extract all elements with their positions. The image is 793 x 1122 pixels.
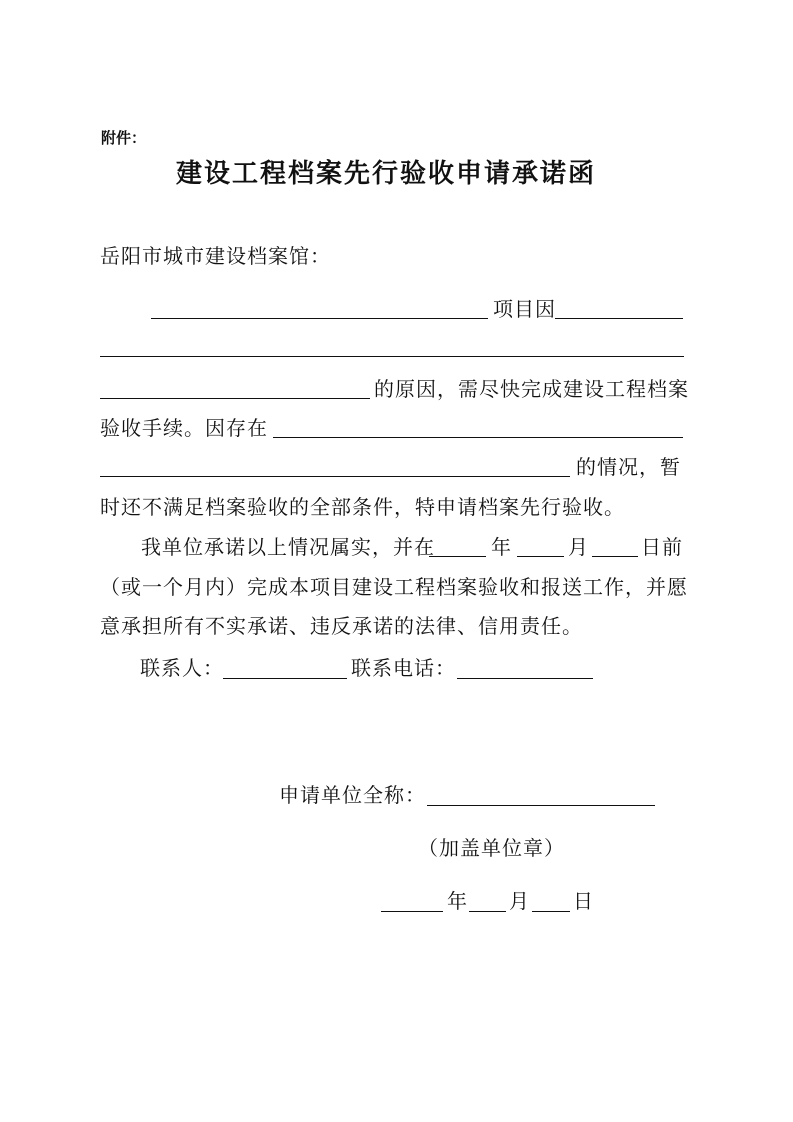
contact-person-label: 联系人： bbox=[140, 656, 224, 680]
seal-note: （加盖单位章） bbox=[418, 836, 565, 860]
not-meet-text: 时还不满足档案验收的全部条件，特申请档案先行验收。 bbox=[100, 495, 625, 519]
within-month-text: （或一个月内）完成本项目建设工程档案验收和报送工作，并愿 bbox=[100, 575, 688, 599]
contact-phone-label: 联系电话： bbox=[351, 656, 456, 680]
blank-deadline-month[interactable] bbox=[517, 556, 564, 557]
addressee: 岳阳市城市建设档案馆： bbox=[100, 244, 331, 268]
blank-sign-day[interactable] bbox=[532, 911, 570, 912]
acceptance-start-text: 验收手续。因存在 bbox=[100, 416, 268, 440]
deadline-month-label: 月 bbox=[568, 535, 589, 559]
sign-year-label: 年 bbox=[447, 889, 468, 913]
blank-reason-2[interactable] bbox=[100, 356, 684, 357]
blank-unit-name[interactable] bbox=[427, 805, 655, 806]
promise-start-text: 我单位承诺以上情况属实，并在 bbox=[141, 535, 435, 559]
deadline-year-label: 年 bbox=[491, 535, 512, 559]
situation-end-text: 的情况，暂 bbox=[576, 455, 681, 479]
project-reason-text: 项目因 bbox=[493, 297, 556, 321]
blank-project-name[interactable] bbox=[151, 318, 488, 319]
attachment-label: 附件： bbox=[101, 129, 147, 147]
page-title: 建设工程档案先行验收申请承诺函 bbox=[176, 159, 597, 189]
blank-situation-1[interactable] bbox=[273, 437, 683, 438]
blank-deadline-day[interactable] bbox=[592, 556, 638, 557]
blank-contact-person[interactable] bbox=[223, 678, 347, 679]
blank-sign-year[interactable] bbox=[381, 911, 443, 912]
reason-end-text: 的原因，需尽快完成建设工程档案 bbox=[374, 377, 689, 401]
blank-sign-month[interactable] bbox=[469, 911, 506, 912]
blank-situation-2[interactable] bbox=[100, 476, 570, 477]
blank-contact-phone[interactable] bbox=[457, 678, 593, 679]
responsibility-text: 意承担所有不实承诺、违反承诺的法律、信用责任。 bbox=[100, 614, 583, 638]
deadline-day-label: 日前 bbox=[641, 535, 683, 559]
sign-month-label: 月 bbox=[509, 889, 530, 913]
unit-name-label: 申请单位全称： bbox=[279, 783, 426, 807]
blank-deadline-year[interactable] bbox=[429, 556, 486, 557]
sign-day-label: 日 bbox=[573, 889, 594, 913]
blank-reason-1[interactable] bbox=[555, 318, 683, 319]
blank-reason-3[interactable] bbox=[100, 398, 370, 399]
